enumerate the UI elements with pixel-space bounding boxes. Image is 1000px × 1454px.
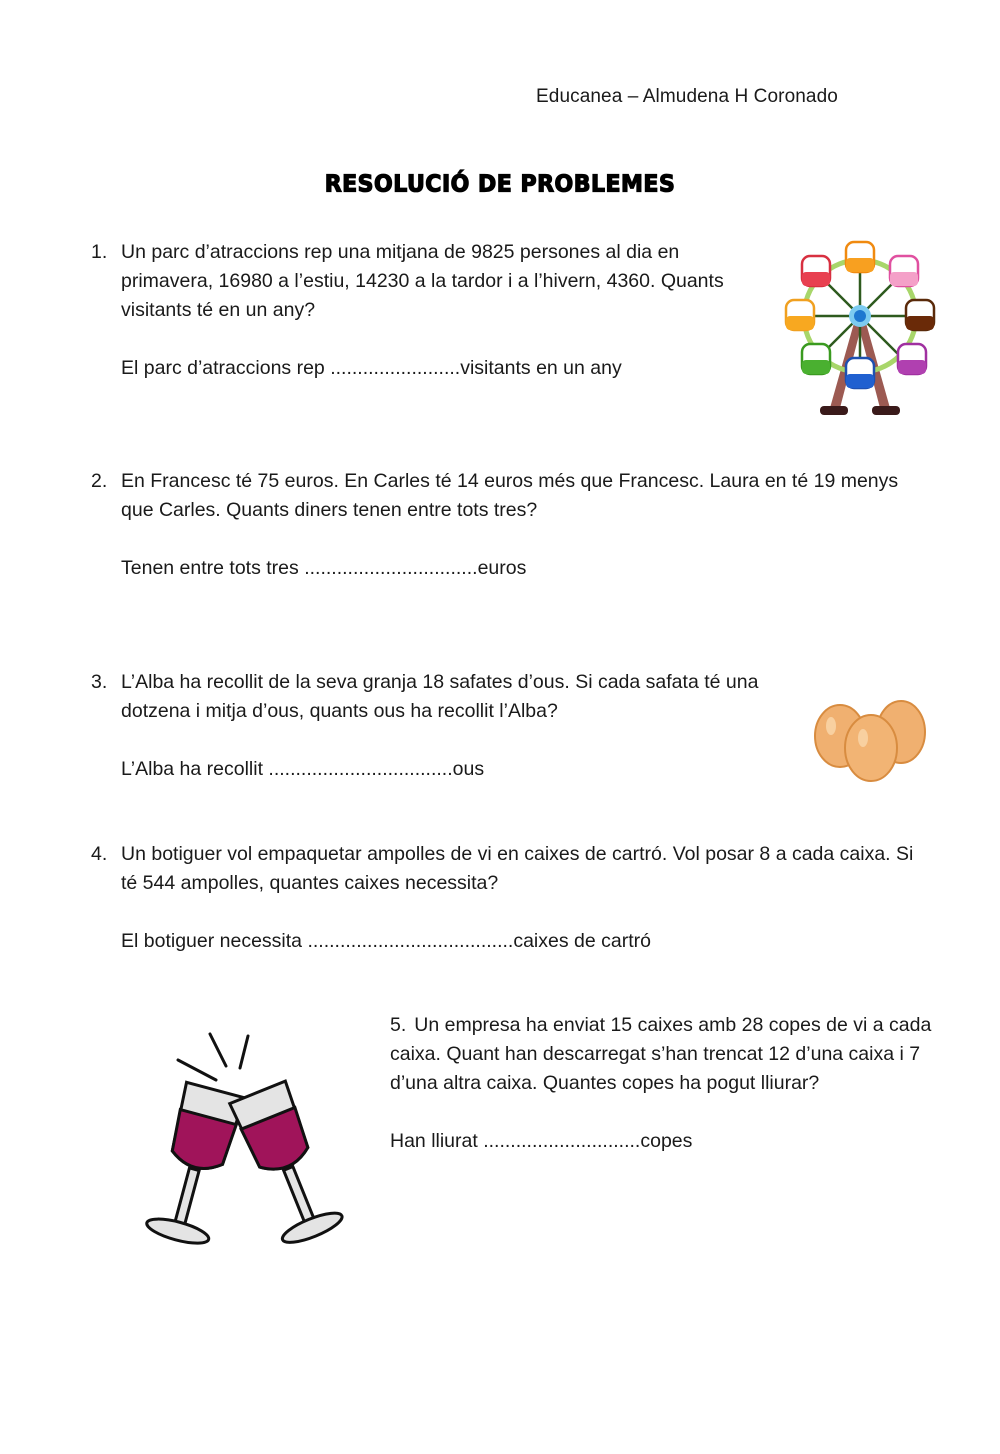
answer-line xyxy=(121,927,921,956)
eggs-icon xyxy=(805,690,935,790)
problem-text: Un parc d’atraccions rep una mitjana de 9825 persones al dia en primavera, 16980 a l’estiu, 14230 a la tardor i a l’hivern, 4360. Quants visitants té en un any? xyxy=(121,241,724,321)
problem-number: 5. xyxy=(390,1014,407,1036)
problem-2 xyxy=(91,467,911,583)
problem-text: En Francesc té 75 euros. En Carles té 14 euros més que Francesc. Laura en té 19 menys que Carles. Quants diners tenen entre tots tres? xyxy=(121,470,899,521)
answer-prefix: L’Alba ha recollit xyxy=(121,758,269,780)
answer-blank[interactable]: ...................................... xyxy=(307,930,514,952)
answer-blank[interactable]: .................................. xyxy=(268,758,453,780)
problem-text-wrapper xyxy=(390,1011,950,1098)
problem-text: Un botiguer vol empaquetar ampolles de vi en caixes de cartró. Vol posar 8 a cada caixa. Si té 544 ampolles, quantes caixes necessita? xyxy=(121,843,914,894)
answer-suffix: euros xyxy=(477,557,527,579)
problem-3 xyxy=(91,668,801,784)
author-credit: Educanea – Almudena H Coronado xyxy=(536,86,838,107)
problem-text: Un empresa ha enviat 15 caixes amb 28 copes de vi a cada caixa. Quant han descarregat s’han trencat 12 d’una caixa i 7 d’una altra caixa. Quantes copes ha pogut lliurar? xyxy=(390,1014,932,1094)
problem-4 xyxy=(91,840,921,956)
problem-number: 2. xyxy=(91,470,108,492)
answer-line xyxy=(121,354,761,383)
answer-suffix: copes xyxy=(640,1130,693,1152)
answer-suffix: caixes de cartró xyxy=(513,930,651,952)
problem-number: 4. xyxy=(91,843,108,865)
answer-suffix: ous xyxy=(452,758,485,780)
answer-line xyxy=(390,1127,950,1156)
problem-number: 3. xyxy=(91,671,108,693)
answer-line xyxy=(121,755,801,784)
problem-1 xyxy=(91,238,761,383)
ferris-wheel-icon xyxy=(780,236,940,421)
page-title: RESOLUCIÓ DE PROBLEMES xyxy=(324,171,676,198)
answer-line xyxy=(121,554,911,583)
answer-prefix: Han lliurat xyxy=(390,1130,484,1152)
problem-text: L’Alba ha recollit de la seva granja 18 safates d’ous. Si cada safata té una dotzena i mitja d’ous, quants ous ha recollit l’Alba? xyxy=(121,671,759,722)
problem-number: 1. xyxy=(91,241,108,263)
answer-prefix: El parc d’atraccions rep xyxy=(121,357,331,379)
answer-suffix: visitants en un any xyxy=(460,357,622,379)
wine-glasses-icon xyxy=(140,1028,360,1263)
answer-blank[interactable]: ........................ xyxy=(330,357,461,379)
answer-blank[interactable]: ................................ xyxy=(304,557,478,579)
answer-prefix: Tenen entre tots tres xyxy=(121,557,305,579)
problem-5 xyxy=(390,1011,950,1156)
answer-blank[interactable]: ............................. xyxy=(483,1130,641,1152)
answer-prefix: El botiguer necessita xyxy=(121,930,308,952)
